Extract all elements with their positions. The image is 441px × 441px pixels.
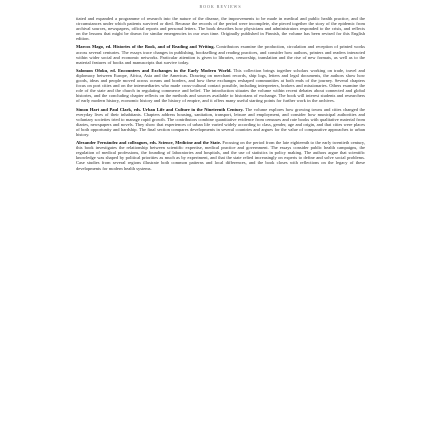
paragraph-4-text: The volume explores how growing towns and cities changed the everyday lives of their inhabitants. Chapters address housing, sanitation, transport, leisure and employment, and consider how municipal authorities and voluntary societies tried to manage rapid growth. The contributors combine quantitative evidence from censuses and rate books with qualitative material from diaries, newspapers and novels. They show that experiences of urban life varied widely according to class, gender, age and origin, and that cities were places of both opportunity and hardship. The final section compares developments in several countries and argues for the value of comparative approaches to urban history.: [76, 106, 366, 137]
paragraph-5-heading: Alexander Fernández and colleagues, eds. Science, Medicine and the State.: [76, 140, 221, 146]
paragraph-1: [76, 16, 365, 41]
paragraph-5: [76, 140, 365, 171]
paragraph-2: [76, 44, 365, 64]
paragraph-3-text: This collection brings together scholars working on trade, travel and diplomacy between Europe, Africa, Asia and the Americas. Drawing on merchant records, ship logs, letters and legal documents, the authors show how goods, ideas and people moved across oceans and borders, and how these exchanges reshaped communities at both ends of the journey. Several chapters focus on port cities and on the intermediaries who made cross-cultural contact possible, including interpreters, brokers and missionaries. Others examine the role of the state and the church in regulating commerce and belief. The introduction situates the volume within recent debates about connected and global histories, and the concluding chapter reflects on the methods and sources available to historians of exchange. The book will interest students and researchers of early modern history, economic history and the history of empire, and it offers many useful starting points for further work in the archives.: [76, 67, 366, 104]
paragraph-3: [76, 68, 365, 104]
paragraph-4: [76, 107, 365, 138]
running-head: BOOK REVIEWS: [199, 4, 242, 9]
paragraph-3-heading: Salomon Ofoku, ed. Encounters and Exchanges in the Early Modern World.: [76, 67, 232, 73]
paragraph-1-text: tiated and expanded a programme of research into the nature of the disease, the improvements to be made in medical and public health practice, and the circumstances under which patients survived or died. Because the records of the period were incomplete, she pieced together the story of the epidemic from archival sources, newspapers, official reports and personal letters. The book describes how physicians and administrators responded to the crisis, and reflects on the lessons that might be drawn for similar emergencies in our own time. Originally published in Finnish, the volume has been revised for this English edition.: [76, 16, 365, 42]
paragraph-2-heading: Marcos Mago, ed. Histories of the Book, and of Reading and Writing.: [76, 44, 215, 50]
paragraph-5-text: Focusing on the period from the late eighteenth to the early twentieth century, this book investigates the relationship between scientific expertise, medical practice and government. The essays consider public health campaigns, the regulation of medical professions, the founding of laboratories and hospitals, and the use of statistics in policy making. The authors argue that scientific knowledge was shaped by political priorities as much as by experiment, and that the state relied increasingly on experts to define and solve social problems. Case studies from several regions illustrate both common patterns and local differences, and the book closes with reflections on the legacy of these developments for modern health systems.: [76, 140, 365, 171]
paragraph-4-heading: Simon Hart and Paul Clark, eds. Urban Life and Culture in the Nineteenth Century.: [76, 106, 244, 112]
paragraph-2-text: Contributors examine the production, circulation and reception of printed works across several centuries. The essays trace changes in publishing, bookselling and reading practices, and consider how authors, printers and readers interacted within wider social and economic networks. Particular attention is given to libraries, censorship, translation and the rise of new formats, as well as to the material features of books and manuscripts that survive today.: [76, 44, 365, 65]
